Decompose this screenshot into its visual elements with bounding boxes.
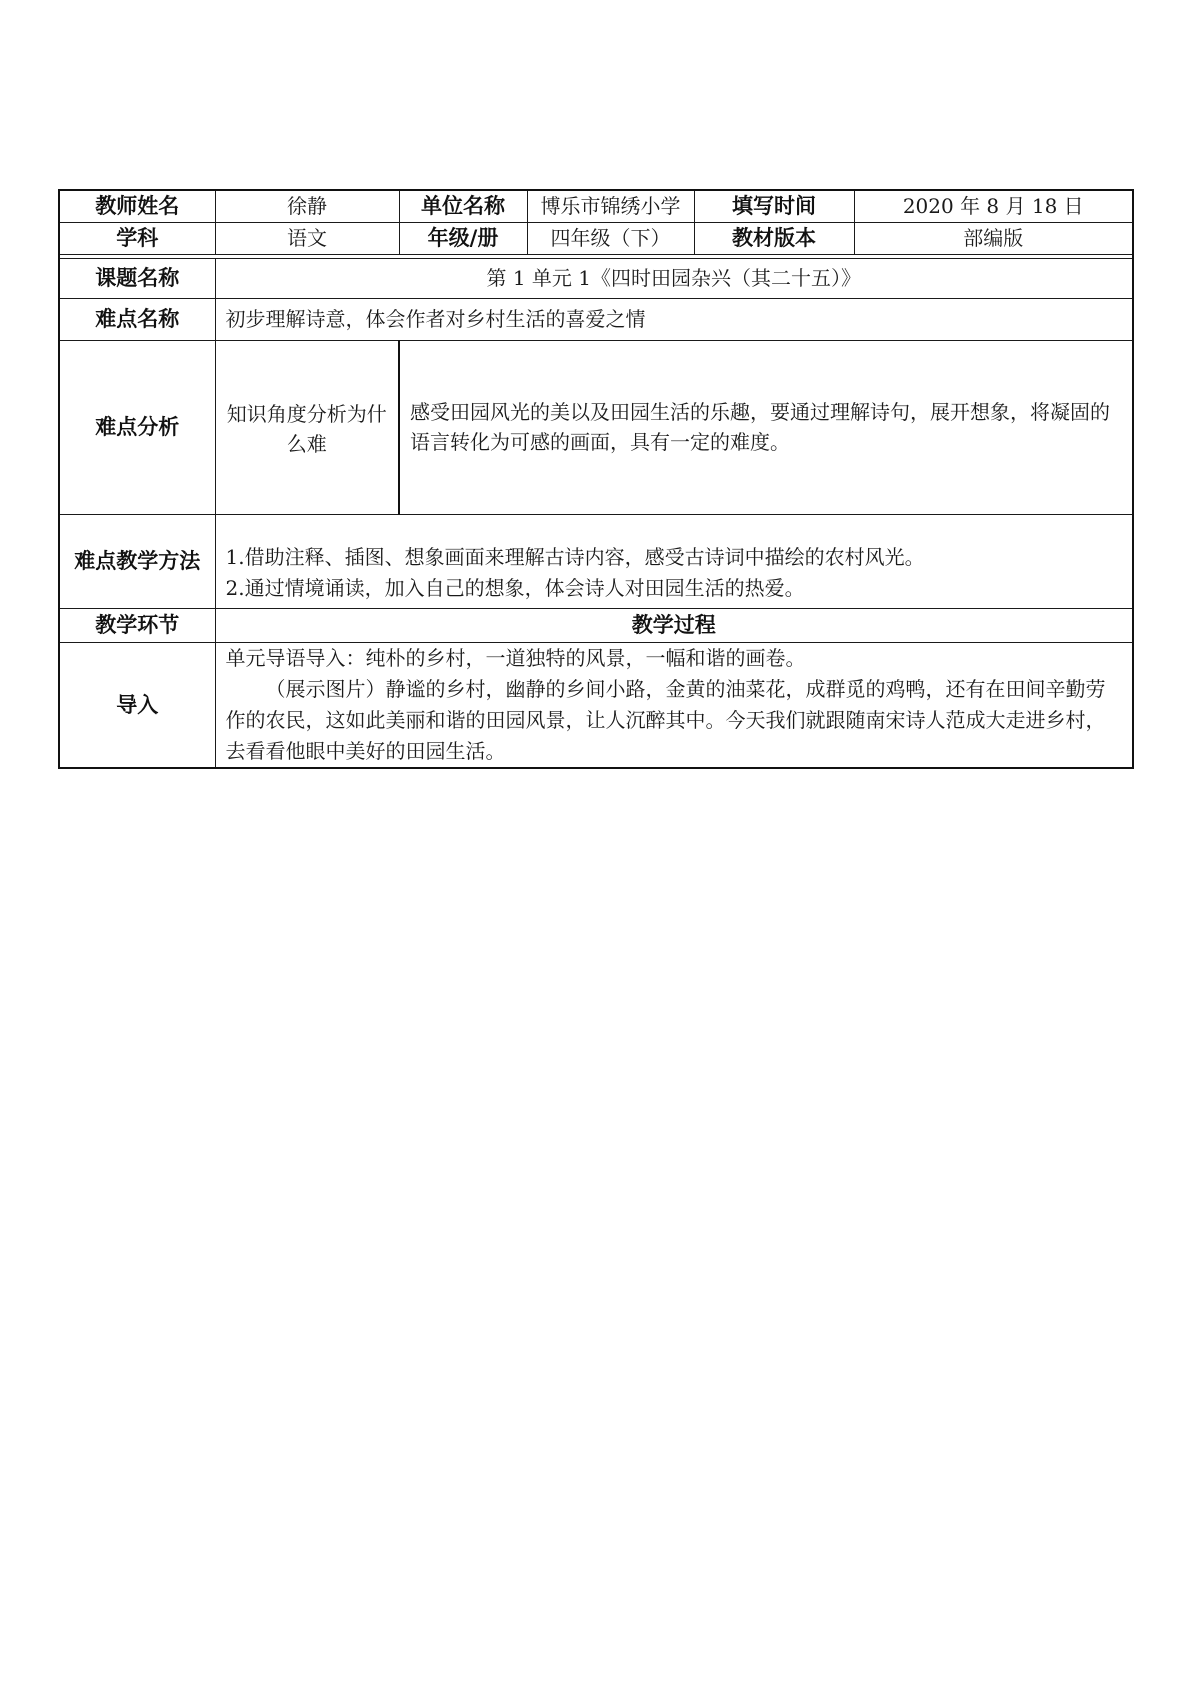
subject-label: 学科: [59, 222, 215, 254]
topic-label: 课题名称: [59, 258, 215, 298]
difficulty-label: 难点名称: [59, 298, 215, 340]
method-item-1: 1.借助注释、插图、想象画面来理解古诗内容，感受古诗词中描绘的农村风光。: [225, 545, 925, 569]
difficulty-value: 初步理解诗意，体会作者对乡村生活的喜爱之情: [215, 298, 1133, 340]
row-method: [59, 514, 1133, 608]
edition-label: 教材版本: [694, 222, 854, 254]
row-difficulty: [59, 298, 1133, 340]
intro-line-2: （展示图片）静谧的乡村，幽静的乡间小路，金黄的油菜花，成群觅的鸡鸭，还有在田间辛勤劳作的农民，这如此美丽和谐的田园风景，让人沉醉其中。今天我们就跟随南宋诗人范成大走进乡村，去看看他眼中美好的田园生活。: [225, 676, 1106, 763]
unit-name-value: 博乐市锦绣小学: [527, 190, 694, 222]
lesson-plan-table: [58, 189, 1134, 769]
fill-date-label: 填写时间: [694, 190, 854, 222]
intro-line-1: 单元导语导入：纯朴的乡村，一道独特的风景，一幅和谐的画卷。: [225, 645, 806, 670]
process-header: 教学过程: [215, 608, 1133, 642]
intro-content: [215, 642, 1133, 768]
subject-value: 语文: [215, 222, 399, 254]
teacher-name-label: 教师姓名: [59, 190, 215, 222]
step-header: 教学环节: [59, 608, 215, 642]
method-label: 难点教学方法: [59, 514, 215, 608]
row-subject-info: [59, 222, 1133, 254]
row-topic: [59, 258, 1133, 298]
unit-name-label: 单位名称: [399, 190, 527, 222]
grade-label: 年级/册: [399, 222, 527, 254]
row-analysis: [59, 340, 1133, 514]
method-item-2: 2.通过情境诵读，加入自己的想象，体会诗人对田园生活的热爱。: [225, 576, 805, 600]
row-section-header: [59, 608, 1133, 642]
topic-value: 第 1 单元 1《四时田园杂兴（其二十五）》: [215, 258, 1133, 298]
analysis-label: 难点分析: [59, 340, 215, 514]
edition-value: 部编版: [854, 222, 1133, 254]
intro-label: 导入: [59, 642, 215, 768]
row-teacher-info: [59, 190, 1133, 222]
teacher-name-value: 徐静: [215, 190, 399, 222]
fill-date-value: 2020 年 8 月 18 日: [854, 190, 1133, 222]
grade-value: 四年级（下）: [527, 222, 694, 254]
method-content: [215, 514, 1133, 608]
row-intro: [59, 642, 1133, 768]
analysis-value: 感受田园风光的美以及田园生活的乐趣，要通过理解诗句，展开想象，将凝固的语言转化为可感的画面，具有一定的难度。: [399, 340, 1133, 514]
analysis-sub-label: 知识角度分析为什么难: [215, 340, 399, 514]
